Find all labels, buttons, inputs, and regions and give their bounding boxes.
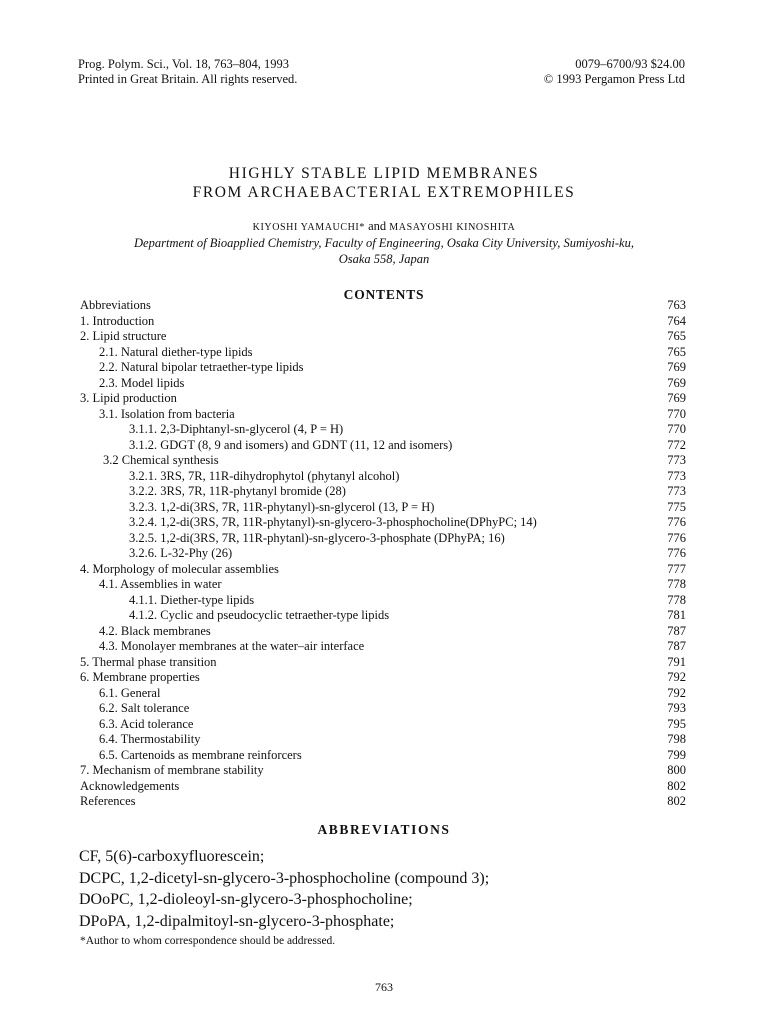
toc-entry xyxy=(80,593,686,609)
toc-entry-page: 776 xyxy=(667,546,686,560)
author-name: KIYOSHI YAMAUCHI* xyxy=(252,222,365,233)
affiliation-line-2: Osaka 558, Japan xyxy=(338,251,430,266)
abbreviation-entry: CF, 5(6)-carboxyfluorescein; xyxy=(79,848,265,865)
abbreviations-list xyxy=(79,846,699,932)
toc-entry-page: 776 xyxy=(667,515,686,529)
header-right xyxy=(544,57,685,87)
affiliation xyxy=(80,236,688,267)
author-conjunction: and xyxy=(364,219,390,233)
toc-entry xyxy=(80,500,686,516)
printed-notice: Printed in Great Britain. All rights reserved. xyxy=(78,72,298,86)
toc-entry-label: 2.1. Natural diether-type lipids xyxy=(99,344,253,359)
toc-entry xyxy=(80,562,686,578)
toc-entry-label: 3.2.3. 1,2-di(3RS, 7R, 11R-phytanyl)-sn-glycerol (13, P = H) xyxy=(129,499,435,514)
toc-entry xyxy=(80,639,686,655)
toc-entry xyxy=(80,794,686,810)
toc-entry-label: 6.2. Salt tolerance xyxy=(99,701,190,715)
toc-entry-label: 4. Morphology of molecular assemblies xyxy=(80,561,279,576)
toc-entry xyxy=(80,546,686,562)
toc-entry-page: 763 xyxy=(667,298,686,312)
toc-entry-page: 787 xyxy=(667,639,686,653)
page-number: 763 xyxy=(375,980,393,994)
author-name: MASAYOSHI KINOSHITA xyxy=(389,222,516,233)
toc-entry xyxy=(80,608,686,624)
toc-entry-label: References xyxy=(80,794,136,808)
toc-entry xyxy=(80,686,686,702)
toc-entry xyxy=(80,577,686,593)
toc-entry-page: 802 xyxy=(667,778,686,793)
toc-entry xyxy=(80,748,686,764)
toc-entry-label: 3.2.6. L-32-Phy (26) xyxy=(129,546,233,560)
toc-entry xyxy=(80,314,686,330)
article-title-line-2: FROM ARCHAEBACTERIAL EXTREMOPHILES xyxy=(192,184,576,201)
toc-entry-label: 4.3. Monolayer membranes at the water–air interface xyxy=(99,639,365,653)
toc-entry-page: 769 xyxy=(667,391,686,405)
toc-entry-label: 1. Introduction xyxy=(80,313,155,328)
toc-entry-page: 769 xyxy=(667,360,686,374)
toc-entry-page: 792 xyxy=(667,670,686,684)
toc-entry-page: 765 xyxy=(667,329,686,343)
toc-entry xyxy=(80,391,686,407)
toc-entry xyxy=(80,298,686,314)
toc-entry-label: 6.5. Cartenoids as membrane reinforcers xyxy=(99,747,302,762)
toc-entry xyxy=(80,376,686,392)
toc-entry-page: 776 xyxy=(667,530,686,545)
toc-entry-page: 777 xyxy=(667,561,686,576)
toc-entry-label: 3.1. Isolation from bacteria xyxy=(99,406,235,421)
toc-entry-page: 770 xyxy=(667,406,686,421)
toc-entry xyxy=(80,763,686,779)
abbreviations-heading: ABBREVIATIONS xyxy=(317,822,451,837)
toc-entry-label: 2.2. Natural bipolar tetraether-type lipids xyxy=(99,360,304,374)
table-of-contents xyxy=(80,298,686,810)
toc-entry-page: 798 xyxy=(667,732,686,746)
toc-entry xyxy=(80,624,686,640)
toc-entry-label: 3.1.1. 2,3-Diphtanyl-sn-glycerol (4, P = H) xyxy=(129,422,344,436)
toc-entry-label: 2.3. Model lipids xyxy=(99,375,185,390)
header-left xyxy=(78,57,297,87)
affiliation-line-1: Department of Bioapplied Chemistry, Faculty of Engineering, Osaka City University, Sumiyoshi-ku, xyxy=(134,236,634,250)
toc-entry-label: 4.1.1. Diether-type lipids xyxy=(129,592,255,607)
toc-entry-label: 2. Lipid structure xyxy=(80,329,167,343)
toc-entry-label: 3.2.1. 3RS, 7R, 11R-dihydrophytol (phytanyl alcohol) xyxy=(129,468,400,483)
toc-entry-label: 3.1.2. GDGT (8, 9 and isomers) and GDNT (11, 12 and isomers) xyxy=(129,437,453,452)
toc-entry-page: 781 xyxy=(667,608,686,622)
toc-entry-label: 7. Mechanism of membrane stability xyxy=(80,763,264,777)
toc-entry-page: 802 xyxy=(667,794,686,808)
toc-entry-label: 3.2 Chemical synthesis xyxy=(103,453,219,467)
toc-entry-page: 773 xyxy=(667,468,686,483)
toc-entry-page: 775 xyxy=(667,499,686,514)
toc-entry-label: 6.4. Thermostability xyxy=(99,732,201,746)
toc-entry xyxy=(80,407,686,423)
toc-entry xyxy=(80,655,686,671)
toc-entry xyxy=(80,360,686,376)
toc-entry-page: 765 xyxy=(667,344,686,359)
correspondence-footnote: *Author to whom correspondence should be addressed. xyxy=(80,935,336,947)
toc-entry xyxy=(80,345,686,361)
toc-entry-page: 793 xyxy=(667,701,686,715)
toc-entry-page: 799 xyxy=(667,747,686,762)
toc-entry xyxy=(80,484,686,500)
toc-entry-label: 5. Thermal phase transition xyxy=(80,654,217,669)
toc-entry-page: 772 xyxy=(667,437,686,452)
issn-price: 0079–6700/93 $24.00 xyxy=(575,57,685,71)
toc-entry-label: Acknowledgements xyxy=(80,778,180,793)
toc-entry-label: Abbreviations xyxy=(80,298,151,312)
toc-entry xyxy=(80,732,686,748)
toc-entry xyxy=(80,329,686,345)
abbreviation-entry: DOoPC, 1,2-dioleoyl-sn-glycero-3-phosphocholine; xyxy=(79,891,413,908)
journal-citation: Prog. Polym. Sci., Vol. 18, 763–804, 1993 xyxy=(78,57,290,71)
toc-entry xyxy=(80,515,686,531)
toc-entry xyxy=(80,438,686,454)
author-line xyxy=(0,219,768,234)
toc-entry-label: 6.3. Acid tolerance xyxy=(99,716,194,731)
toc-entry-label: 6.1. General xyxy=(99,685,161,700)
toc-entry-label: 3.2.4. 1,2-di(3RS, 7R, 11R-phytanyl)-sn-glycero-3-phosphocholine(DPhyPC; 14) xyxy=(129,515,537,529)
article-title-line-1: HIGHLY STABLE LIPID MEMBRANES xyxy=(228,165,540,182)
toc-entry-page: 791 xyxy=(667,654,686,669)
toc-entry-page: 778 xyxy=(667,592,686,607)
toc-entry-page: 773 xyxy=(667,484,686,498)
toc-entry-label: 3.2.2. 3RS, 7R, 11R-phytanyl bromide (28) xyxy=(129,484,346,498)
toc-entry xyxy=(80,701,686,717)
copyright-notice: © 1993 Pergamon Press Ltd xyxy=(543,72,685,86)
toc-entry xyxy=(80,453,686,469)
toc-entry-page: 773 xyxy=(667,453,686,467)
toc-entry xyxy=(80,469,686,485)
abbreviation-entry: DPoPA, 1,2-dipalmitoyl-sn-glycero-3-phosphate; xyxy=(79,912,395,930)
toc-entry xyxy=(80,779,686,795)
toc-entry-page: 795 xyxy=(667,716,686,731)
toc-entry-page: 800 xyxy=(667,763,686,777)
toc-entry xyxy=(80,717,686,733)
toc-entry xyxy=(80,422,686,438)
toc-entry-page: 792 xyxy=(667,685,686,700)
toc-entry-page: 787 xyxy=(667,623,686,638)
toc-entry-label: 4.2. Black membranes xyxy=(99,623,211,638)
toc-entry xyxy=(80,531,686,547)
toc-entry-page: 778 xyxy=(667,577,686,591)
abbreviation-entry: DCPC, 1,2-dicetyl-sn-glycero-3-phosphocholine (compound 3); xyxy=(79,869,490,887)
toc-entry-label: 3.2.5. 1,2-di(3RS, 7R, 11R-phytanl)-sn-glycero-3-phosphate (DPhyPA; 16) xyxy=(129,530,505,545)
toc-entry-page: 769 xyxy=(667,375,686,390)
toc-entry-label: 4.1.2. Cyclic and pseudocyclic tetraether-type lipids xyxy=(129,608,390,622)
toc-entry-label: 3. Lipid production xyxy=(80,391,177,405)
contents-heading: CONTENTS xyxy=(343,287,425,302)
toc-entry xyxy=(80,670,686,686)
toc-entry-label: 6. Membrane properties xyxy=(80,670,200,684)
toc-entry-label: 4.1. Assemblies in water xyxy=(99,577,222,591)
toc-entry-page: 770 xyxy=(667,422,686,436)
toc-entry-page: 764 xyxy=(667,313,686,328)
